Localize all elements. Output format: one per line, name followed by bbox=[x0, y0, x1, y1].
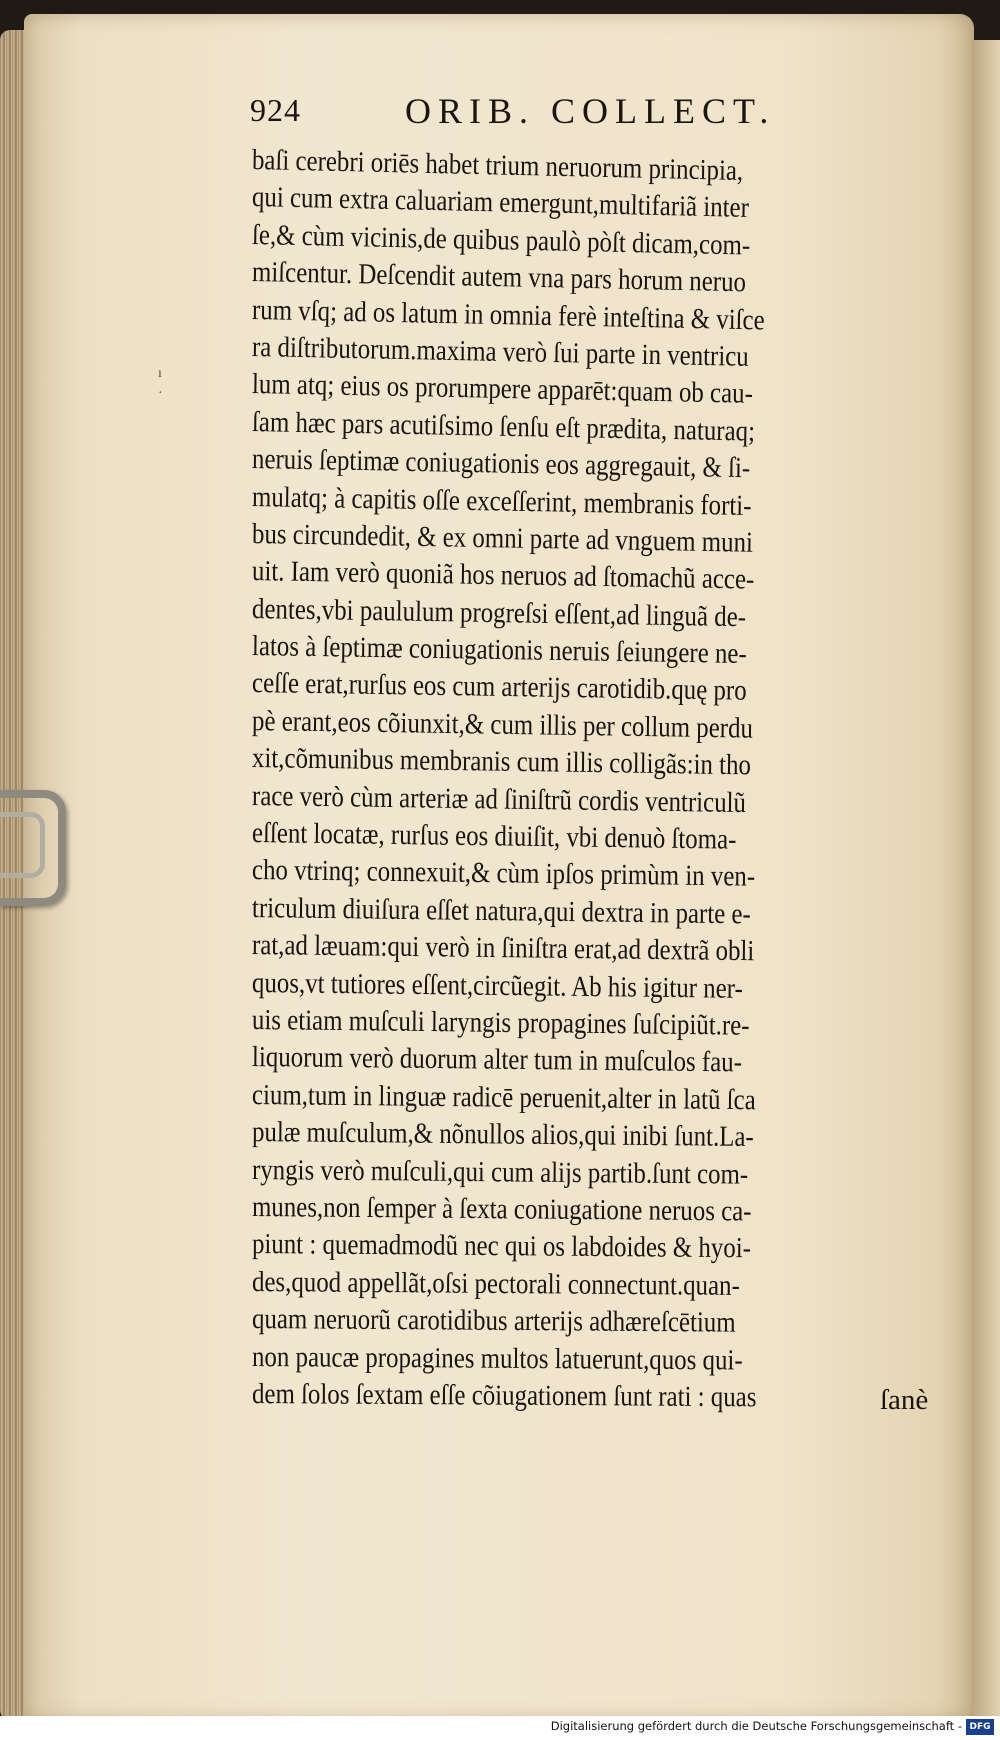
text-line: dem ſolos ſextam eſſe cõiugationem ſunt rati : quas bbox=[251, 1377, 757, 1414]
text-line: lum atq; eius os prorumpere apparēt:quam ob cau- bbox=[251, 368, 754, 411]
text-line: ryngis verò muſculi,qui cum alijs partib.ſunt com- bbox=[251, 1153, 749, 1191]
text-line: neruis ſeptimæ coniugationis eos aggregauit, & ſi- bbox=[251, 443, 751, 485]
body-text bbox=[252, 142, 942, 1413]
text-line: uit. Iam verò quoniã hos neruos ad ſtomachũ acce- bbox=[251, 555, 755, 596]
footer-bar bbox=[0, 1716, 1000, 1740]
page-number: 924 bbox=[250, 92, 301, 128]
text-line: mulatq; à capitis oſſe exceſſerint, membranis forti- bbox=[251, 480, 752, 522]
text-line: miſcentur. Deſcendit autem vna pars horum neruo bbox=[251, 256, 747, 299]
text-line: qui cum extra caluariam emergunt,multifariã inter bbox=[251, 181, 750, 225]
text-line: des,quod appellãt,oſsi pectorali connectunt.quan- bbox=[251, 1265, 740, 1302]
margin-mark: · bbox=[158, 386, 163, 401]
facing-page-edge bbox=[972, 40, 1000, 1720]
text-line: race verò cùm arteriæ ad ſiniſtrũ cordis ventriculũ bbox=[251, 779, 747, 819]
text-line: ceſſe erat,rurſus eos cum arterijs carotidib.quę pro bbox=[251, 667, 747, 708]
text-line: quam neruorũ carotidibus arterijs adhæreſcētium bbox=[251, 1303, 736, 1339]
text-line: ſam hæc pars acutiſsimo ſenſu eſt prædita, naturaq; bbox=[251, 405, 756, 448]
text-line: eſſent locatæ, rurſus eos diuiſit, vbi denuò ſtoma- bbox=[251, 817, 737, 856]
text-line: cium,tum in linguæ radicē peruenit,alter in latũ ſca bbox=[251, 1078, 756, 1116]
text-line: bus circundedit, & ex omni parte ad vnguem muni bbox=[251, 517, 754, 559]
text-line: pulæ muſculum,& nõnullos alios,qui inibi ſunt.La- bbox=[251, 1116, 754, 1154]
text-line: liquorum verò duorum alter tum in muſculos fau- bbox=[251, 1041, 743, 1079]
dfg-logo: DFG bbox=[966, 1719, 994, 1735]
text-line: xit,cõmunibus membranis cum illis colligãs:in tho bbox=[251, 742, 752, 782]
text-line: triculum diuiſura eſſet natura,qui dextra in parte e- bbox=[251, 891, 751, 931]
text-line: ra diſtributorum.maxima verò ſui parte in ventricu bbox=[251, 330, 749, 373]
text-line: rum vſq; ad os latum in omnia ferè inteſtina & viſce bbox=[251, 293, 765, 337]
text-line: munes,non ſemper à ſexta coniugatione neruos ca- bbox=[251, 1190, 752, 1228]
text-line: rat,ad læuam:qui verò in ſiniſtra erat,ad dextrã obli bbox=[251, 929, 755, 968]
text-line: non paucæ propagines multos latuerunt,quos qui- bbox=[251, 1340, 743, 1376]
text-line: cho vtrinq; connexuit,& cùm ipſos primùm in ven- bbox=[251, 854, 756, 894]
digitization-credit: Digitalisierung gefördert durch die Deutsche Forschungsgemeinschaft - bbox=[550, 1719, 962, 1733]
text-line: quos,vt tutiores eſſent,circũegit. Ab his igitur ner- bbox=[251, 966, 743, 1005]
text-line: piunt : quemadmodũ nec qui os labdoides & hyoi- bbox=[251, 1228, 752, 1265]
running-head: ORIB. COLLECT. bbox=[405, 91, 776, 131]
margin-mark: ı bbox=[158, 366, 162, 381]
page-clip-inner bbox=[0, 812, 45, 878]
text-line: pè erant,eos cõiunxit,& cum illis per collum perdu bbox=[251, 704, 754, 745]
catchword: ſanè bbox=[880, 1384, 929, 1416]
text-line: ſe,& cùm vicinis,de quibus paulò pòſt dicam,com- bbox=[251, 218, 751, 262]
text-line: dentes,vbi paululum progreſsi eſſent,ad linguã de- bbox=[251, 592, 747, 633]
text-line: latos à ſeptimæ coniugationis neruis ſeiungere ne- bbox=[251, 630, 747, 671]
text-line: baſi cerebri oriēs habet trium neruorum principia, bbox=[251, 144, 744, 187]
text-line: uis etiam muſculi laryngis propagines ſuſcipiũt.re- bbox=[251, 1003, 750, 1042]
